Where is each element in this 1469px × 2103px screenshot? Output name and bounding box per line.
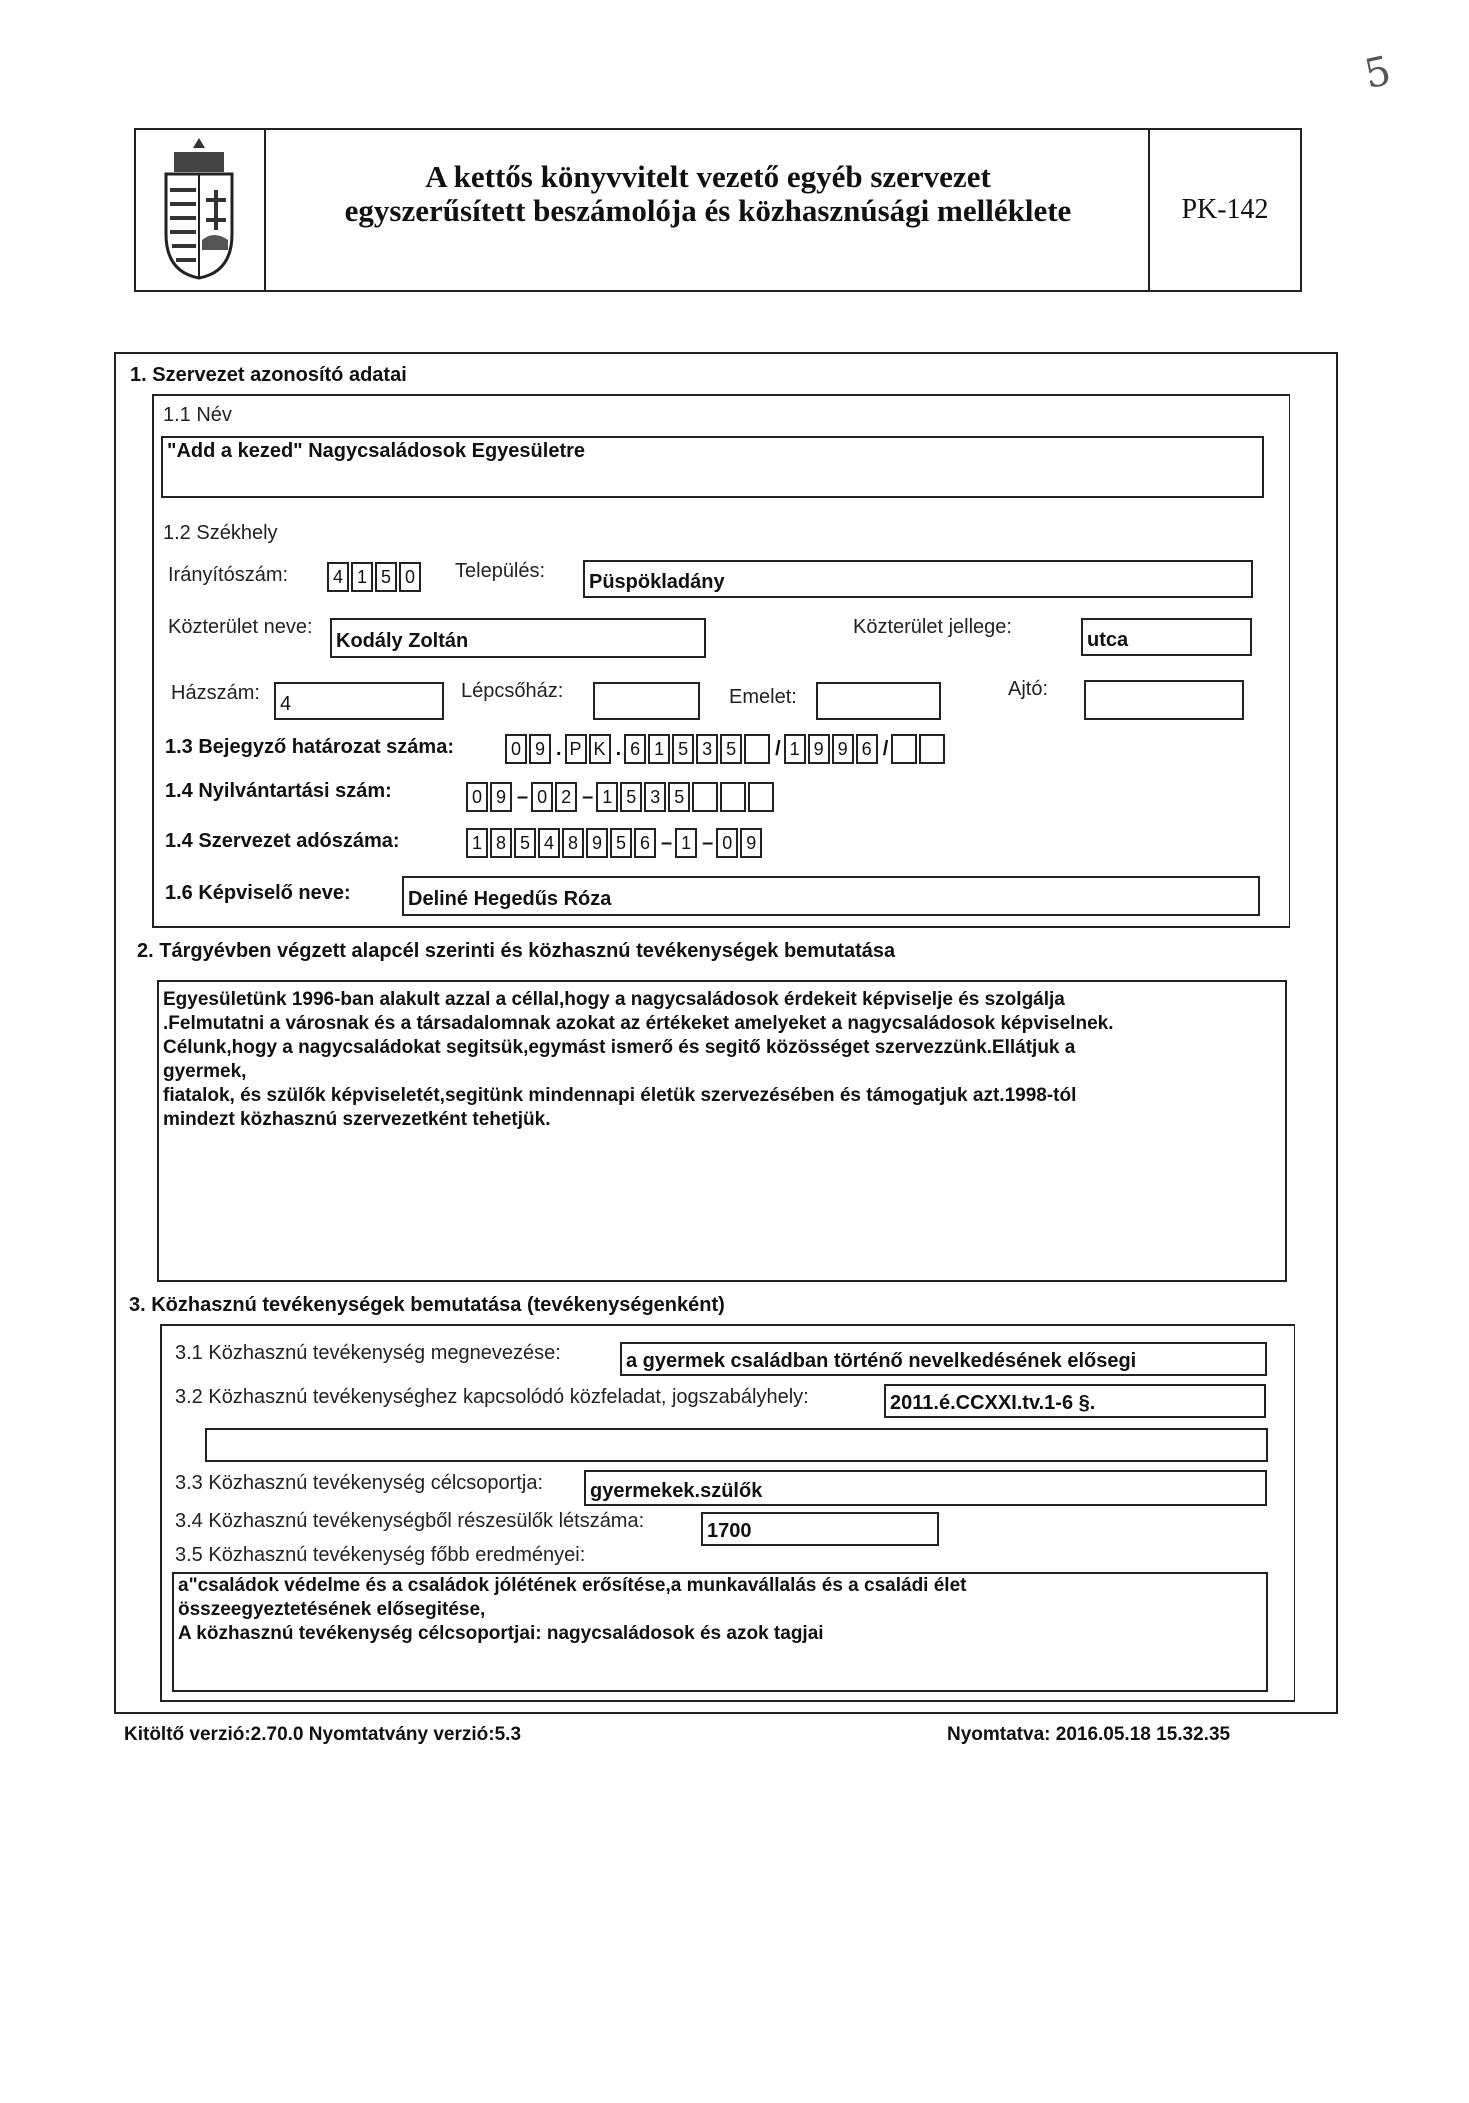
name-field[interactable] [161,436,1264,498]
form-title [268,160,1148,228]
stair-field[interactable] [593,682,700,720]
char-cell: 9 [808,734,830,764]
coat-of-arms-logo [136,130,266,290]
char-cell: 3 [696,734,718,764]
char-cell: 1 [596,782,618,812]
activity-description-textarea[interactable] [157,980,1287,1282]
rep-field[interactable] [402,876,1260,916]
char-cell: 9 [529,734,551,764]
zip-digit: 5 [375,562,397,592]
char-cell [744,734,770,764]
zip-digit: 1 [351,562,373,592]
char-cell: 1 [648,734,670,764]
char-cell [720,782,746,812]
description-line: mindezt közhasznú szervezetként tehetjük. [163,1109,551,1130]
header-box [134,128,1302,292]
description-line: .Felmutatni a városnak és a társadalomnak azokat az értékeket amelyeket a nagycsaládosok képviselnek. [163,1013,1114,1034]
count-value: 1700 [707,1520,752,1542]
name-label: 1.1 Név [163,404,232,426]
task-value: 2011.é.CCXXI.tv.1-6 §. [890,1392,1096,1414]
count-field[interactable] [701,1512,939,1546]
town-field[interactable] [583,560,1253,598]
char-cell: 1 [784,734,806,764]
char-cell: 2 [555,782,577,812]
floor-field[interactable] [816,682,941,720]
count-label: 3.4 Közhasznú tevékenységből részesülők létszáma: [175,1510,645,1532]
registry-cells[interactable] [466,782,776,812]
name-value: "Add a kezed" Nagycsaládosok Egyesületre [167,440,586,462]
street-value: Kodály Zoltán [336,630,469,652]
separator: – [582,785,594,808]
target-label: 3.3 Közhasznú tevékenység célcsoportja: [175,1472,543,1494]
house-label: Házszám: [171,682,260,704]
description-line: Célunk,hogy a nagycsaládokat segitsük,egymást ismerő és segitő közösséget szervezzünk.Ellátjuk a [163,1037,1076,1058]
zip-cells[interactable] [327,562,423,592]
char-cell [891,734,917,764]
registry-label: 1.4 Nyilvántartási szám: [165,780,392,802]
task-field[interactable] [884,1384,1266,1418]
char-cell: 5 [514,828,536,858]
target-field[interactable] [584,1470,1267,1506]
char-cell [919,734,945,764]
activity-label: 3.1 Közhasznú tevékenység megnevezése: [175,1342,561,1364]
page-number-mark: 5 [1360,47,1395,99]
results-textarea[interactable] [172,1572,1268,1692]
char-cell: 4 [538,828,560,858]
form-title-line2: egyszerűsített beszámolója és közhasznúsági melléklete [344,193,1072,228]
street-field[interactable] [330,618,706,658]
char-cell: 6 [634,828,656,858]
description-line: fiatalok, és szülők képviseletét,segitünk mindennapi életük szervezésében és támogatjuk azt.1998-tól [163,1085,1077,1106]
zip-label: Irányítószám: [168,564,289,586]
zip-digit: 0 [399,562,421,592]
char-cell: 0 [531,782,553,812]
section1-title: 1. Szervezet azonosító adatai [130,364,407,386]
description-line: gyermek, [163,1061,247,1082]
description-line: Egyesületünk 1996-ban alakult azzal a céllal,hogy a nagycsaládosok érdekeit képviselje és szolgálja [163,989,1065,1010]
town-label: Település: [455,560,546,582]
char-cell: 5 [610,828,632,858]
activity-value: a gyermek családban történő nevelkedésének elősegi [626,1350,1137,1372]
street-type-label: Közterület jellege: [853,616,1012,638]
char-cell: P [565,734,587,764]
rep-value: Deliné Hegedűs Róza [408,888,612,910]
stair-label: Lépcsőház: [461,680,564,702]
char-cell: 6 [624,734,646,764]
decision-label: 1.3 Bejegyző határozat száma: [165,736,454,758]
task-label: 3.2 Közhasznú tevékenységhez kapcsolódó közfeladat, jogszabályhely: [175,1386,809,1408]
tax-cells[interactable] [466,828,764,858]
char-cell: 9 [740,828,762,858]
section3-title: 3. Közhasznú tevékenységek bemutatása (tevékenységenként) [129,1294,725,1316]
char-cell: 8 [490,828,512,858]
separator: . [556,737,562,760]
task-extra-field[interactable] [205,1428,1268,1462]
footer-printed: Nyomtatva: 2016.05.18 15.32.35 [947,1724,1231,1745]
separator: / [775,737,781,760]
form-code-cell [1148,130,1300,290]
char-cell [748,782,774,812]
form-code: PK-142 [1181,194,1269,225]
char-cell: 9 [832,734,854,764]
separator: – [702,831,714,854]
separator: – [517,785,529,808]
char-cell: 1 [466,828,488,858]
char-cell: 5 [672,734,694,764]
door-field[interactable] [1084,680,1244,720]
street-type-value: utca [1087,629,1129,651]
door-label: Ajtó: [1008,678,1049,700]
char-cell: 9 [586,828,608,858]
zip-digit: 4 [327,562,349,592]
house-field[interactable] [274,682,444,720]
footer-version: Kitöltő verzió:2.70.0 Nyomtatvány verzió:5.3 [124,1724,522,1745]
results-line: összeegyeztetésének elősegitése, [178,1599,486,1620]
char-cell: 5 [620,782,642,812]
street-label: Közterület neve: [168,616,313,638]
form-title-line1: A kettős könyvvitelt vezető egyéb szervezet [425,159,991,194]
char-cell: 1 [675,828,697,858]
char-cell: 8 [562,828,584,858]
seat-label: 1.2 Székhely [163,522,278,544]
house-value: 4 [280,693,292,715]
char-cell: K [589,734,611,764]
char-cell [692,782,718,812]
separator: / [882,737,889,760]
target-value: gyermekek.szülők [590,1480,763,1502]
char-cell: 0 [466,782,488,812]
rep-label: 1.6 Képviselő neve: [165,882,351,904]
separator: . [615,737,622,760]
street-type-field[interactable] [1081,618,1252,656]
char-cell: 3 [644,782,666,812]
town-value: Püspökladány [589,571,725,593]
char-cell: 5 [668,782,690,812]
section2-title: 2. Tárgyévben végzett alapcél szerinti és közhasznú tevékenységek bemutatása [137,940,896,962]
char-cell: 0 [716,828,738,858]
char-cell: 9 [490,782,512,812]
floor-label: Emelet: [729,686,797,708]
results-label: 3.5 Közhasznú tevékenység főbb eredményei: [175,1544,586,1566]
results-line: a"családok védelme és a családok jólétének erősítése,a munkavállalás és a családi élet [178,1575,967,1596]
results-line: A közhasznú tevékenység célcsoportjai: nagycsaládosok és azok tagjai [178,1623,824,1644]
decision-cells[interactable] [505,734,947,764]
separator: – [661,831,673,854]
char-cell: 6 [856,734,878,764]
tax-label: 1.4 Szervezet adószáma: [165,830,400,852]
char-cell: 0 [505,734,527,764]
activity-field[interactable] [620,1342,1267,1376]
char-cell: 5 [720,734,742,764]
